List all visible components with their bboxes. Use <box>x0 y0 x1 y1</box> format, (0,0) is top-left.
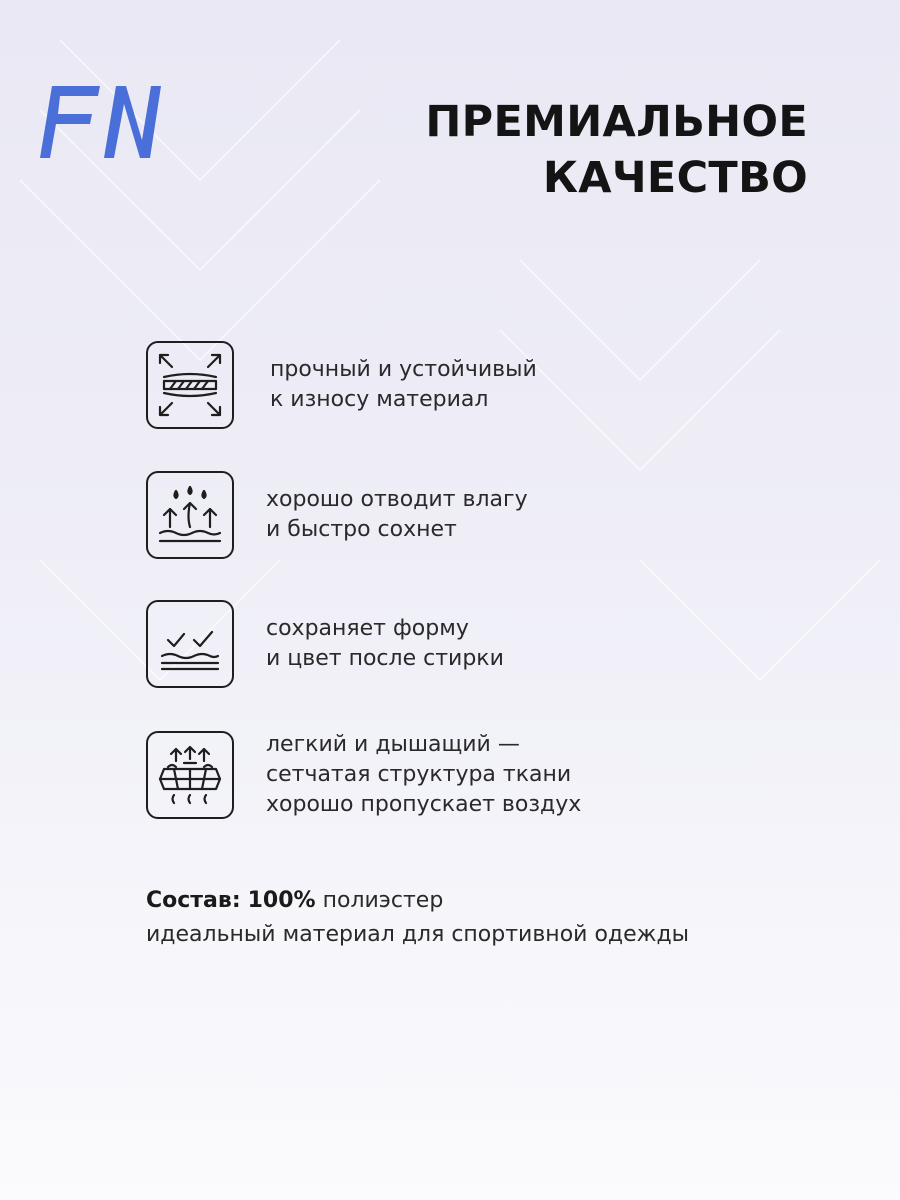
moisture-wicking-icon <box>146 471 234 559</box>
feature-breathable <box>146 730 581 820</box>
page-title <box>425 94 808 206</box>
feature-moisture <box>146 471 528 559</box>
title-line-1: ПРЕМИАЛЬНОЕ <box>425 97 808 147</box>
composition-note: идеальный материал для спортивной одежды <box>146 922 690 947</box>
brand-logo <box>38 82 163 160</box>
feature-line: сохраняет форму <box>266 616 469 641</box>
feature-line: хорошо пропускает воздух <box>266 792 582 817</box>
feature-line: и быстро сохнет <box>266 517 457 542</box>
feature-line: к износу материал <box>270 387 489 412</box>
composition-line <box>146 884 689 918</box>
feature-wash-resistance <box>146 600 504 688</box>
feature-line: легкий и дышащий — <box>266 732 520 757</box>
feature-line: сетчатая структура ткани <box>266 762 572 787</box>
washing-checkmark-icon <box>146 600 234 688</box>
feature-durability <box>146 341 537 429</box>
composition-percent: 100% <box>247 888 316 913</box>
title-line-2: КАЧЕСТВО <box>542 153 808 203</box>
composition-block <box>146 884 689 952</box>
feature-line: и цвет после стирки <box>266 646 504 671</box>
stretch-fabric-icon <box>146 341 234 429</box>
breathable-mesh-icon <box>146 731 234 819</box>
composition-label: Состав: <box>146 888 241 913</box>
composition-material: полиэстер <box>322 888 444 913</box>
feature-line: прочный и устойчивый <box>270 357 537 382</box>
feature-line: хорошо отводит влагу <box>266 487 528 512</box>
